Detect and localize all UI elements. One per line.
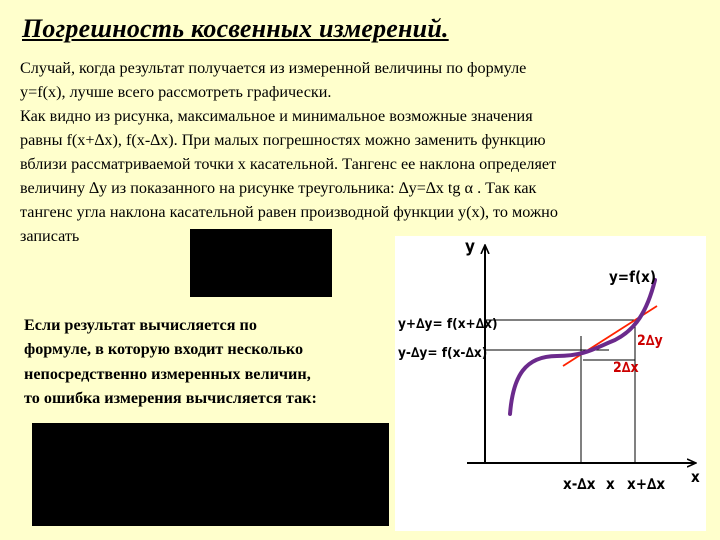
paragraph-line: Случай, когда результат получается из измеренной величины по формуле xyxy=(20,59,527,77)
paragraph-line: тангенс угла наклона касательной равен производной функции y(x), то можно xyxy=(20,203,558,221)
two-dx-label: 2∆x xyxy=(613,360,639,376)
tangent-graph xyxy=(395,236,706,531)
bold-paragraph-line: то ошибка измерения вычисляется так: xyxy=(24,389,317,407)
lower-level-label: y-∆y= f(x-∆x) xyxy=(398,345,488,361)
paragraph-line: y=f(x), лучше всего рассмотреть графически. xyxy=(20,83,332,101)
formula-image-placeholder xyxy=(190,229,332,297)
bold-paragraph-line: формуле, в которую входит несколько xyxy=(24,340,304,358)
slide-title-dot: . xyxy=(441,14,449,43)
error-formula-image-placeholder xyxy=(32,423,389,526)
x-axis-label: x xyxy=(691,468,700,486)
paragraph-line: равны f(x+∆x), f(x-∆x). При малых погрешностях можно заменить функцию xyxy=(20,131,546,149)
bold-paragraph-line: непосредственно измеренных величин, xyxy=(24,365,311,383)
paragraph-line: Как видно из рисунка, максимальное и минимальное возможные значения xyxy=(20,107,533,125)
graph-panel xyxy=(395,236,706,531)
paragraph-line: записать xyxy=(20,227,80,245)
slide-title xyxy=(22,14,449,44)
two-dy-label: 2∆y xyxy=(637,333,663,349)
x-plus-dx-label: x+∆x xyxy=(627,475,666,493)
x-minus-dx-label: x-∆x xyxy=(563,475,596,493)
paragraph-line: величину ∆y из показанного на рисунке треугольника: ∆y=∆x tg α . Так как xyxy=(20,179,537,197)
bold-paragraph-line: Если результат вычисляется по xyxy=(24,316,257,334)
x-value-label: x xyxy=(606,475,615,493)
y-axis-label: y xyxy=(465,237,475,257)
curve-label: y=f(x) xyxy=(609,268,657,286)
function-curve xyxy=(510,280,655,414)
slide-title-text: Погрешность косвенных измерений xyxy=(22,14,442,43)
paragraph-line: вблизи рассматриваемой точки x касательной. Тангенс ее наклона определяет xyxy=(20,155,557,173)
upper-level-label: y+∆y= f(x+∆x) xyxy=(398,316,498,332)
